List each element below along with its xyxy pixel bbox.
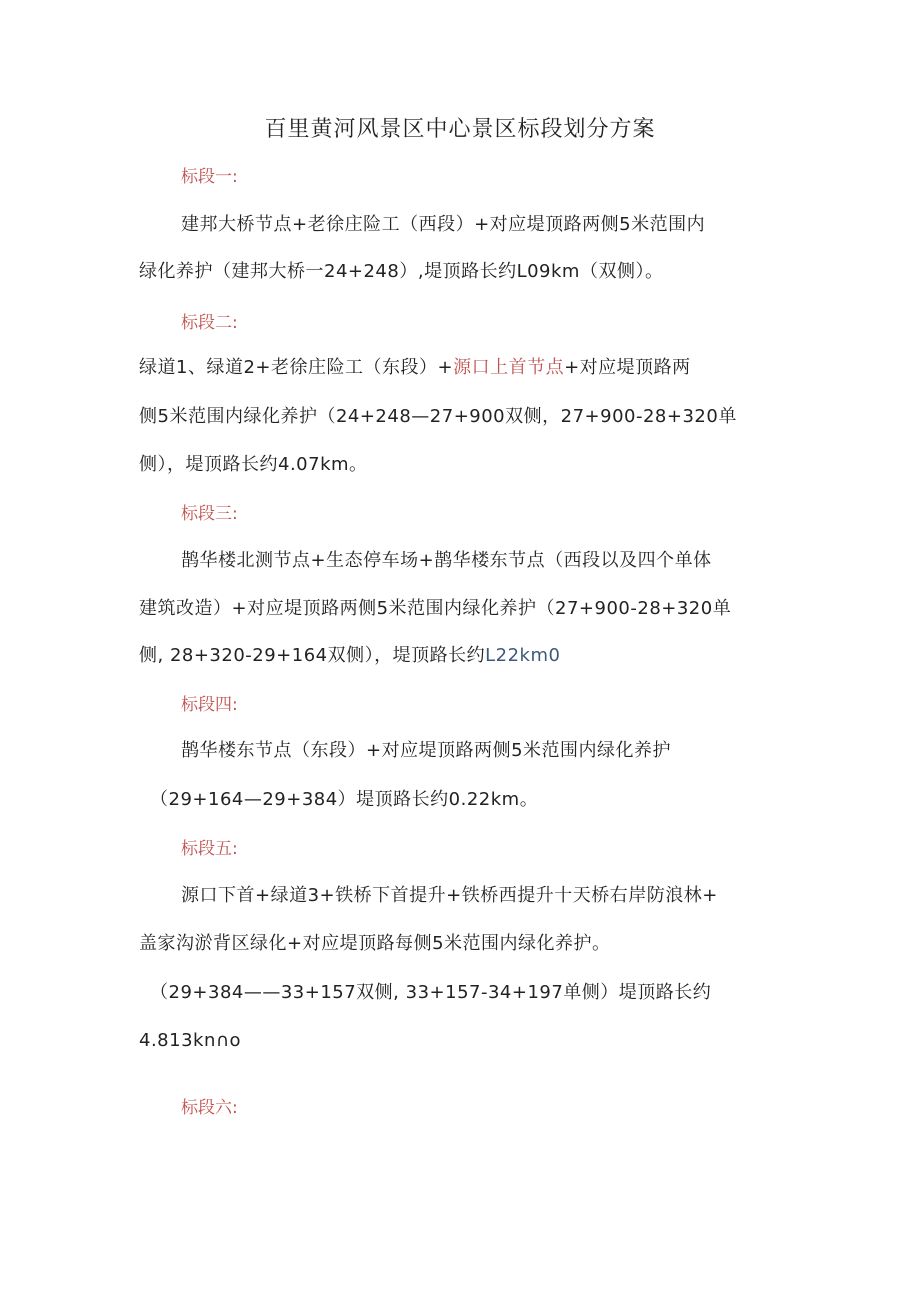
section-2-heading: 标段二: bbox=[181, 313, 238, 333]
document-title: 百里黄河风景区中心景区标段划分方案 bbox=[264, 117, 656, 142]
section-2-line-3: 侧），堤顶路长约4.07km。 bbox=[139, 454, 368, 475]
section-5-heading: 标段五: bbox=[181, 839, 238, 859]
section-1-line-2: 绿化养护（建邦大桥一24+248）,堤顶路长约L09km（双侧）。 bbox=[139, 261, 664, 282]
section-2-highlight-text: 源口上首节点 bbox=[453, 357, 565, 378]
section-2-line-1-part-a: 绿道1、绿道2+老徐庄险工（东段）+ bbox=[139, 357, 454, 378]
section-3-line-3-part-a: 侧, 28+320-29+164双侧），堤顶路长约 bbox=[139, 645, 486, 666]
section-2-line-1-part-c: +对应堤顶路两 bbox=[564, 357, 691, 378]
section-5-line-1: 源口下首+绿道3+铁桥下首提升+铁桥西提升十天桥右岸防浪林+ bbox=[181, 885, 718, 906]
section-1-line-1: 建邦大桥节点+老徐庄险工（西段）+对应堤顶路两侧5米范围内 bbox=[181, 214, 706, 235]
section-4-line-1: 鹊华楼东节点（东段）+对应堤顶路两侧5米范围内绿化养护 bbox=[181, 740, 672, 761]
section-3-line-3 bbox=[139, 641, 560, 667]
section-4-line-2: （29+164—29+384）堤顶路长约0.22km。 bbox=[150, 789, 539, 810]
section-1-heading: 标段一: bbox=[181, 167, 238, 187]
section-5-line-3: （29+384——33+157双侧, 33+157-34+197单侧）堤顶路长约 bbox=[150, 982, 712, 1003]
section-3-length-value: L22km0 bbox=[485, 645, 561, 666]
section-5-line-2: 盖家沟淤背区绿化+对应堤顶路每侧5米范围内绿化养护。 bbox=[139, 933, 611, 954]
section-3-heading: 标段三: bbox=[181, 504, 238, 524]
section-2-line-1 bbox=[139, 353, 691, 379]
section-4-heading: 标段四: bbox=[181, 695, 238, 715]
section-6-heading: 标段六: bbox=[181, 1098, 238, 1118]
section-2-line-2: 侧5米范围内绿化养护（24+248—27+900双侧，27+900-28+320单 bbox=[139, 406, 737, 427]
section-5-line-4: 4.813kn∩o bbox=[139, 1030, 242, 1051]
section-3-line-2: 建筑改造）+对应堤顶路两侧5米范围内绿化养护（27+900-28+320单 bbox=[139, 598, 732, 619]
section-3-line-1: 鹊华楼北测节点+生态停车场+鹊华楼东节点（西段以及四个单体 bbox=[181, 550, 712, 571]
